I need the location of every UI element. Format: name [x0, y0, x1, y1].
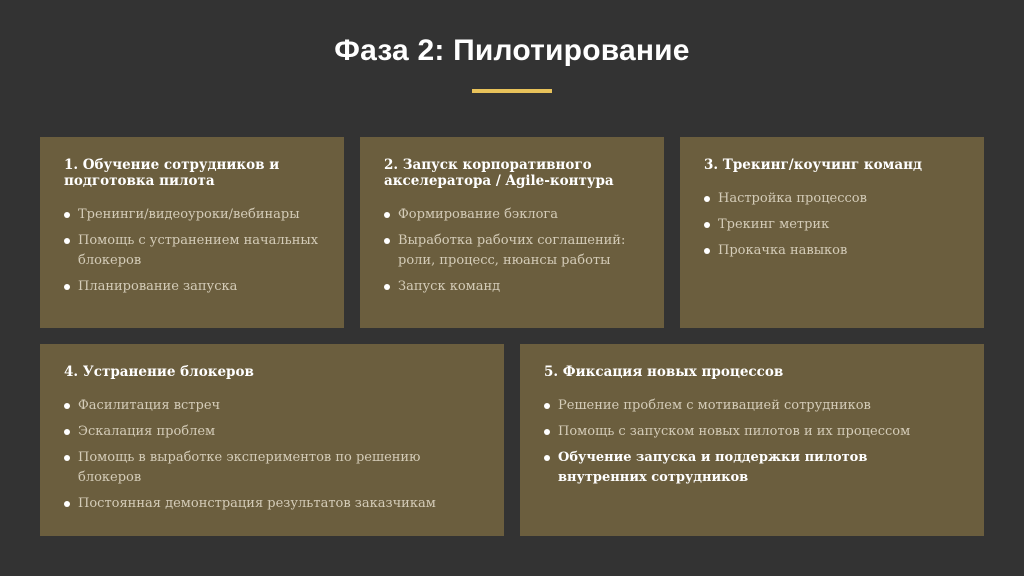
bullet-icon [544, 429, 550, 435]
bullet-icon [384, 212, 390, 218]
bullet-icon [64, 501, 70, 507]
list-item [384, 231, 640, 271]
card-team-coaching [680, 137, 984, 328]
bullet-icon [384, 238, 390, 244]
bullet-icon [64, 455, 70, 461]
bullet-icon [64, 284, 70, 290]
card-title: 1. Обучение сотрудников и подготовка пилота [64, 157, 280, 189]
list-item-text: Помощь в выработке экспериментов по решению блокеров [78, 450, 421, 485]
bullet-icon [704, 196, 710, 202]
list-item-text: Тренинги/видеоуроки/вебинары [78, 207, 300, 222]
slide-title: Фаза 2: Пилотирование [334, 34, 690, 67]
list-item-text: Прокачка навыков [718, 243, 848, 258]
list-item-text: Эскалация проблем [78, 424, 216, 439]
list-item [64, 231, 320, 271]
list-item-text: Планирование запуска [78, 279, 238, 294]
list-item-highlighted [544, 448, 958, 488]
list-item [384, 205, 640, 225]
bullet-icon [704, 222, 710, 228]
list-item-text: Фасилитация встреч [78, 398, 221, 413]
bullet-icon [704, 248, 710, 254]
list-item [704, 241, 960, 261]
bullet-icon [64, 429, 70, 435]
list-item-text: Настройка процессов [718, 191, 867, 206]
card-blocker-removal [40, 344, 504, 536]
list-item-text: Постоянная демонстрация результатов заказчикам [78, 496, 436, 511]
list-item-text: Трекинг метрик [718, 217, 830, 232]
card-process-fixation [520, 344, 984, 536]
list-item [64, 494, 480, 514]
list-item-text: Решение проблем с мотивацией сотрудников [558, 398, 871, 413]
bullet-icon [384, 284, 390, 290]
card-accelerator-launch [360, 137, 664, 328]
list-item-text: Помощь с запуском новых пилотов и их процессом [558, 424, 911, 439]
title-accent-bar [472, 89, 552, 93]
list-item [384, 277, 640, 297]
bullet-icon [64, 403, 70, 409]
bullet-icon [64, 238, 70, 244]
bullet-icon [64, 212, 70, 218]
list-item [64, 396, 480, 416]
bullet-icon [544, 455, 550, 461]
list-item [704, 215, 960, 235]
card-title: 5. Фиксация новых процессов [544, 364, 784, 380]
list-item [64, 205, 320, 225]
list-item [64, 422, 480, 442]
card-title: 2. Запуск корпоративного акселератора / Agile-контура [384, 157, 614, 189]
card-title: 4. Устранение блокеров [64, 364, 254, 380]
list-item [64, 448, 458, 488]
list-item [544, 422, 960, 442]
bullet-icon [544, 403, 550, 409]
card-title: 3. Трекинг/коучинг команд [704, 157, 922, 173]
list-item [64, 277, 320, 297]
list-item-text: Запуск команд [398, 279, 501, 294]
card-employee-training [40, 137, 344, 328]
list-item-text: Помощь с устранением начальных блокеров [78, 233, 319, 268]
list-item-text: Формирование бэклога [398, 207, 558, 222]
list-item-text: Обучение запуска и поддержки пилотов внутренних сотрудников [558, 450, 868, 485]
list-item [544, 396, 960, 416]
list-item-text: Выработка рабочих соглашений: роли, процесс, нюансы работы [398, 233, 626, 268]
list-item [704, 189, 960, 209]
